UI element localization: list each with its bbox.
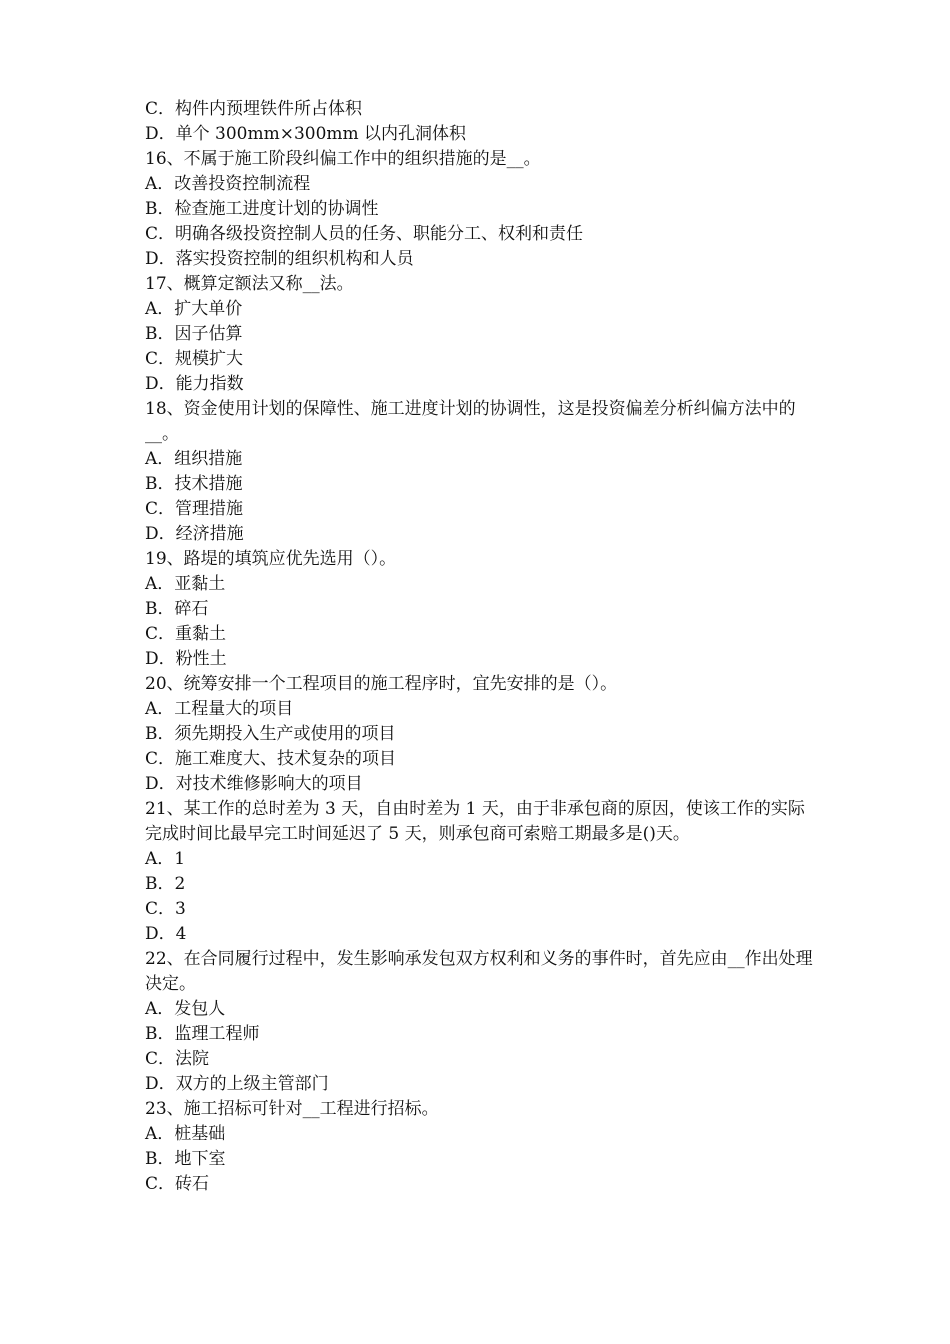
option-line: D．双方的上级主管部门 — [145, 1074, 329, 1094]
option-line: C．规模扩大 — [145, 349, 244, 369]
option-line: B．检查施工进度计划的协调性 — [145, 199, 379, 219]
option-line: A．改善投资控制流程 — [145, 174, 311, 194]
option-line: C．明确各级投资控制人员的任务、职能分工、权利和责任 — [145, 224, 584, 244]
option-line: C．管理措施 — [145, 499, 244, 519]
option-line: C．3 — [145, 899, 186, 919]
option-line: C．构件内预埋铁件所占体积 — [145, 99, 363, 119]
option-line: C．施工难度大、技术复杂的项目 — [145, 749, 397, 769]
option-line: D．单个 300mm×300mm 以内孔洞体积 — [145, 124, 467, 144]
question-line: 19、路堤的填筑应优先选用（）。 — [145, 549, 397, 569]
option-line: B．须先期投入生产或使用的项目 — [145, 724, 396, 744]
option-line: B．因子估算 — [145, 324, 243, 344]
option-line: B．地下室 — [145, 1149, 226, 1169]
option-line: A．1 — [145, 849, 186, 869]
question-line: 20、统筹安排一个工程项目的施工程序时，宜先安排的是（）。 — [145, 674, 618, 694]
option-line: C．重黏土 — [145, 624, 227, 644]
option-line: D．能力指数 — [145, 374, 244, 394]
option-line: D．4 — [145, 924, 187, 944]
question-line: 18、资金使用计划的保障性、施工进度计划的协调性，这是投资偏差分析纠偏方法中的__。 — [145, 399, 796, 444]
option-line: D．粉性土 — [145, 649, 227, 669]
option-line: A．组织措施 — [145, 449, 243, 469]
question-line: 23、施工招标可针对__工程进行招标。 — [145, 1099, 439, 1119]
question-line: 16、不属于施工阶段纠偏工作中的组织措施的是__。 — [145, 149, 541, 169]
option-line: D．对技术维修影响大的项目 — [145, 774, 363, 794]
option-line: B．技术措施 — [145, 474, 243, 494]
option-line: A．发包人 — [145, 999, 226, 1019]
option-line: C．法院 — [145, 1049, 210, 1069]
option-line: A．亚黏土 — [145, 574, 226, 594]
question-line: 17、概算定额法又称__法。 — [145, 274, 354, 294]
option-line: B．监理工程师 — [145, 1024, 260, 1044]
question-line: 21、某工作的总时差为 3 天，自由时差为 1 天，由于非承包商的原因，使该工作的实际完成时间比最早完工时间延迟了 5 天，则承包商可索赔工期最多是()天。 — [145, 799, 805, 844]
option-line: A．工程量大的项目 — [145, 699, 294, 719]
question-line: 22、在合同履行过程中，发生影响承发包双方权利和义务的事件时，首先应由__作出处理决定。 — [145, 949, 813, 994]
option-line: C．砖石 — [145, 1174, 210, 1194]
option-line: B．碎石 — [145, 599, 209, 619]
option-line: A．扩大单价 — [145, 299, 243, 319]
option-line: B．2 — [145, 874, 186, 894]
document-page — [145, 97, 815, 1197]
option-line: A．桩基础 — [145, 1124, 226, 1144]
option-line: D．经济措施 — [145, 524, 244, 544]
option-line: D．落实投资控制的组织机构和人员 — [145, 249, 414, 269]
